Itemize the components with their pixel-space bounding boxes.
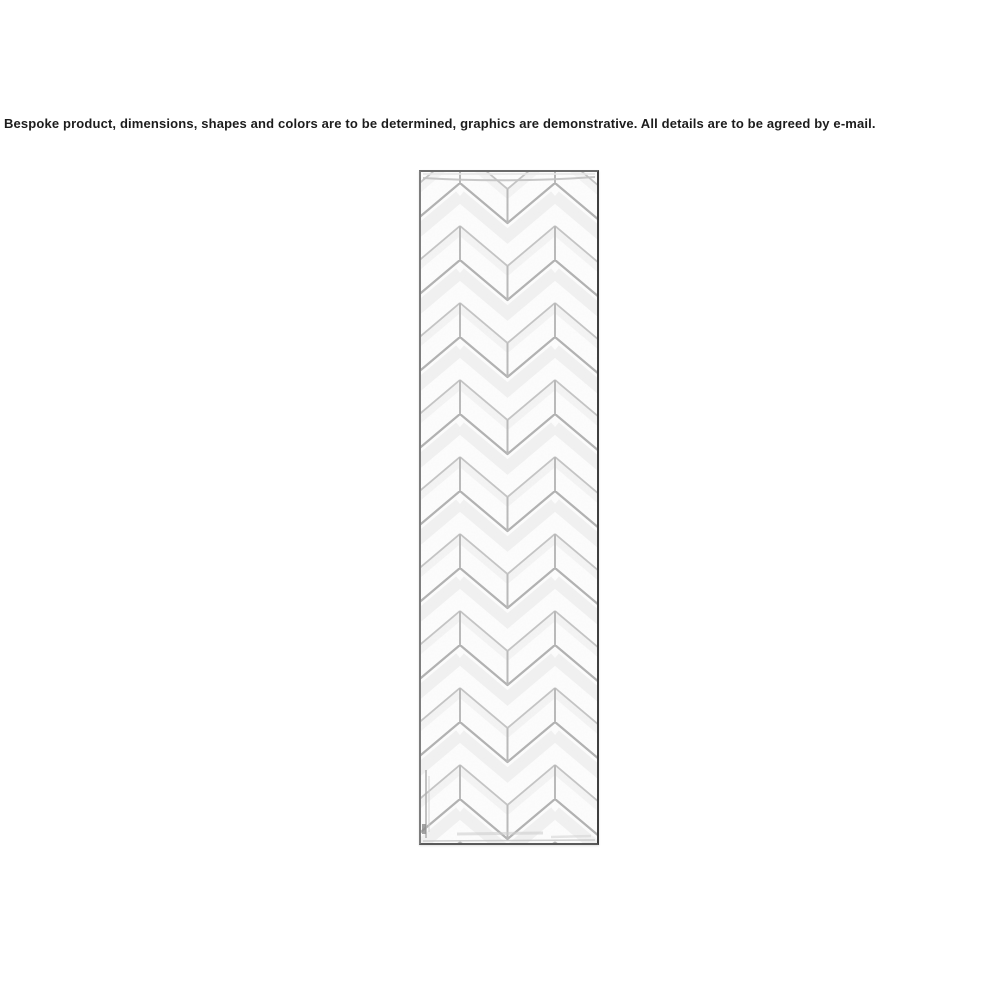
chevron-pattern-sketch	[421, 172, 597, 843]
disclaimer-text: Bespoke product, dimensions, shapes and colors are to be determined, graphics are demonstrative. All details are to be agreed by e-mail.	[4, 116, 876, 131]
product-panel	[419, 170, 599, 845]
